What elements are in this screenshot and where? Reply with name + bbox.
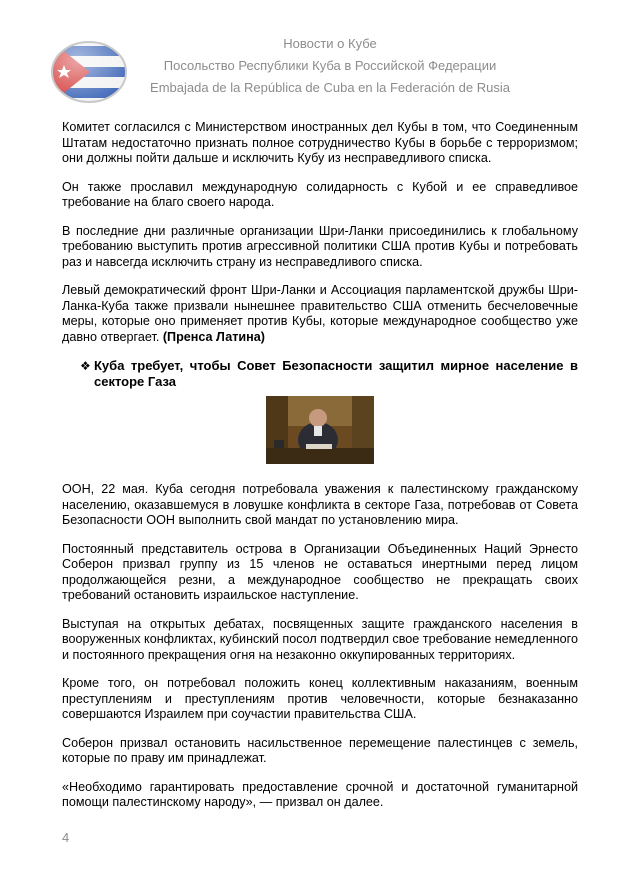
article-photo bbox=[266, 396, 374, 464]
paragraph: В последние дни различные организации Шри-Ланки присоединились к глобальному требованию выступить против агрессивной политики США против Кубы и потребовать раз и навсегда исключить страну из несправедливого списка. bbox=[62, 223, 578, 269]
page-header bbox=[130, 33, 530, 99]
source-attribution: (Пренса Латина) bbox=[162, 329, 265, 344]
paragraph: Он также прославил международную солидарность с Кубой и ее справедливое требование на благо своего народа. bbox=[62, 179, 578, 209]
header-embassy-ru: Посольство Республики Куба в Российской Федерации bbox=[163, 58, 497, 73]
paragraph: ООН, 22 мая. Куба сегодня потребовала уважения к палестинскому гражданскому населению, оказавшемуся в ловушке конфликта в секторе Газа, потребовав от Совета Безопасности ООН выполнить свой мандат по установлению мира. bbox=[62, 482, 578, 527]
article-heading bbox=[62, 358, 578, 390]
header-title: Новости о Кубе bbox=[283, 36, 377, 51]
photo-container bbox=[62, 396, 578, 464]
paragraph: Выступая на открытых дебатах, посвященных защите гражданского населения в вооруженных конфликтах, кубинский посол подтвердил свое требование немедленного и постоянного прекращения огня на незаконно оккупированных территориях. bbox=[62, 616, 578, 662]
paragraph: Соберон призвал остановить насильственное перемещение палестинцев с земель, которые по праву им принадлежат. bbox=[62, 735, 578, 765]
header-embassy-es: Embajada de la República de Cuba en la Federación de Rusia bbox=[150, 80, 510, 95]
cuba-flag-logo bbox=[50, 40, 128, 104]
paragraph: Комитет согласился с Министерством иностранных дел Кубы в том, что Соединенным Штатам недостаточно признать полное сотрудничество Кубы в борьбе с терроризмом; они должны пойти дальше и исключить Кубу из несправедливого списка. bbox=[62, 120, 578, 165]
paragraph-text: Левый демократический фронт Шри-Ланки и Ассоциация парламентской дружбы Шри-Ланка-Куба также призвали нынешнее правительство США отменить бесчеловечные меры, которые оно применяет против Кубы, которые международное сообщество уже давно отвергает. bbox=[62, 283, 578, 344]
page-number: 4 bbox=[62, 830, 70, 845]
paragraph: Кроме того, он потребовал положить конец коллективным наказаниям, военным преступлениям и преступлениям против человечности, которые безнаказанно совершаются Израилем при соучастии правительства США. bbox=[62, 676, 578, 721]
paragraph: Постоянный представитель острова в Организации Объединенных Наций Эрнесто Соберон призвал группу из 15 членов не оставаться инертными перед лицом продолжающейся резни, а международное сообщество не прекращать своих требований остановить израильское наступление. bbox=[62, 541, 578, 602]
diamond-bullet-icon: ❖ bbox=[80, 359, 91, 373]
paragraph: «Необходимо гарантировать предоставление срочной и достаточной гуманитарной помощи палестинскому народу», — призвал он далее. bbox=[62, 779, 578, 809]
article-heading-text: Куба требует, чтобы Совет Безопасности защитил мирное население в секторе Газа bbox=[94, 358, 578, 389]
paragraph-with-source bbox=[62, 283, 578, 345]
document-body bbox=[62, 120, 578, 824]
